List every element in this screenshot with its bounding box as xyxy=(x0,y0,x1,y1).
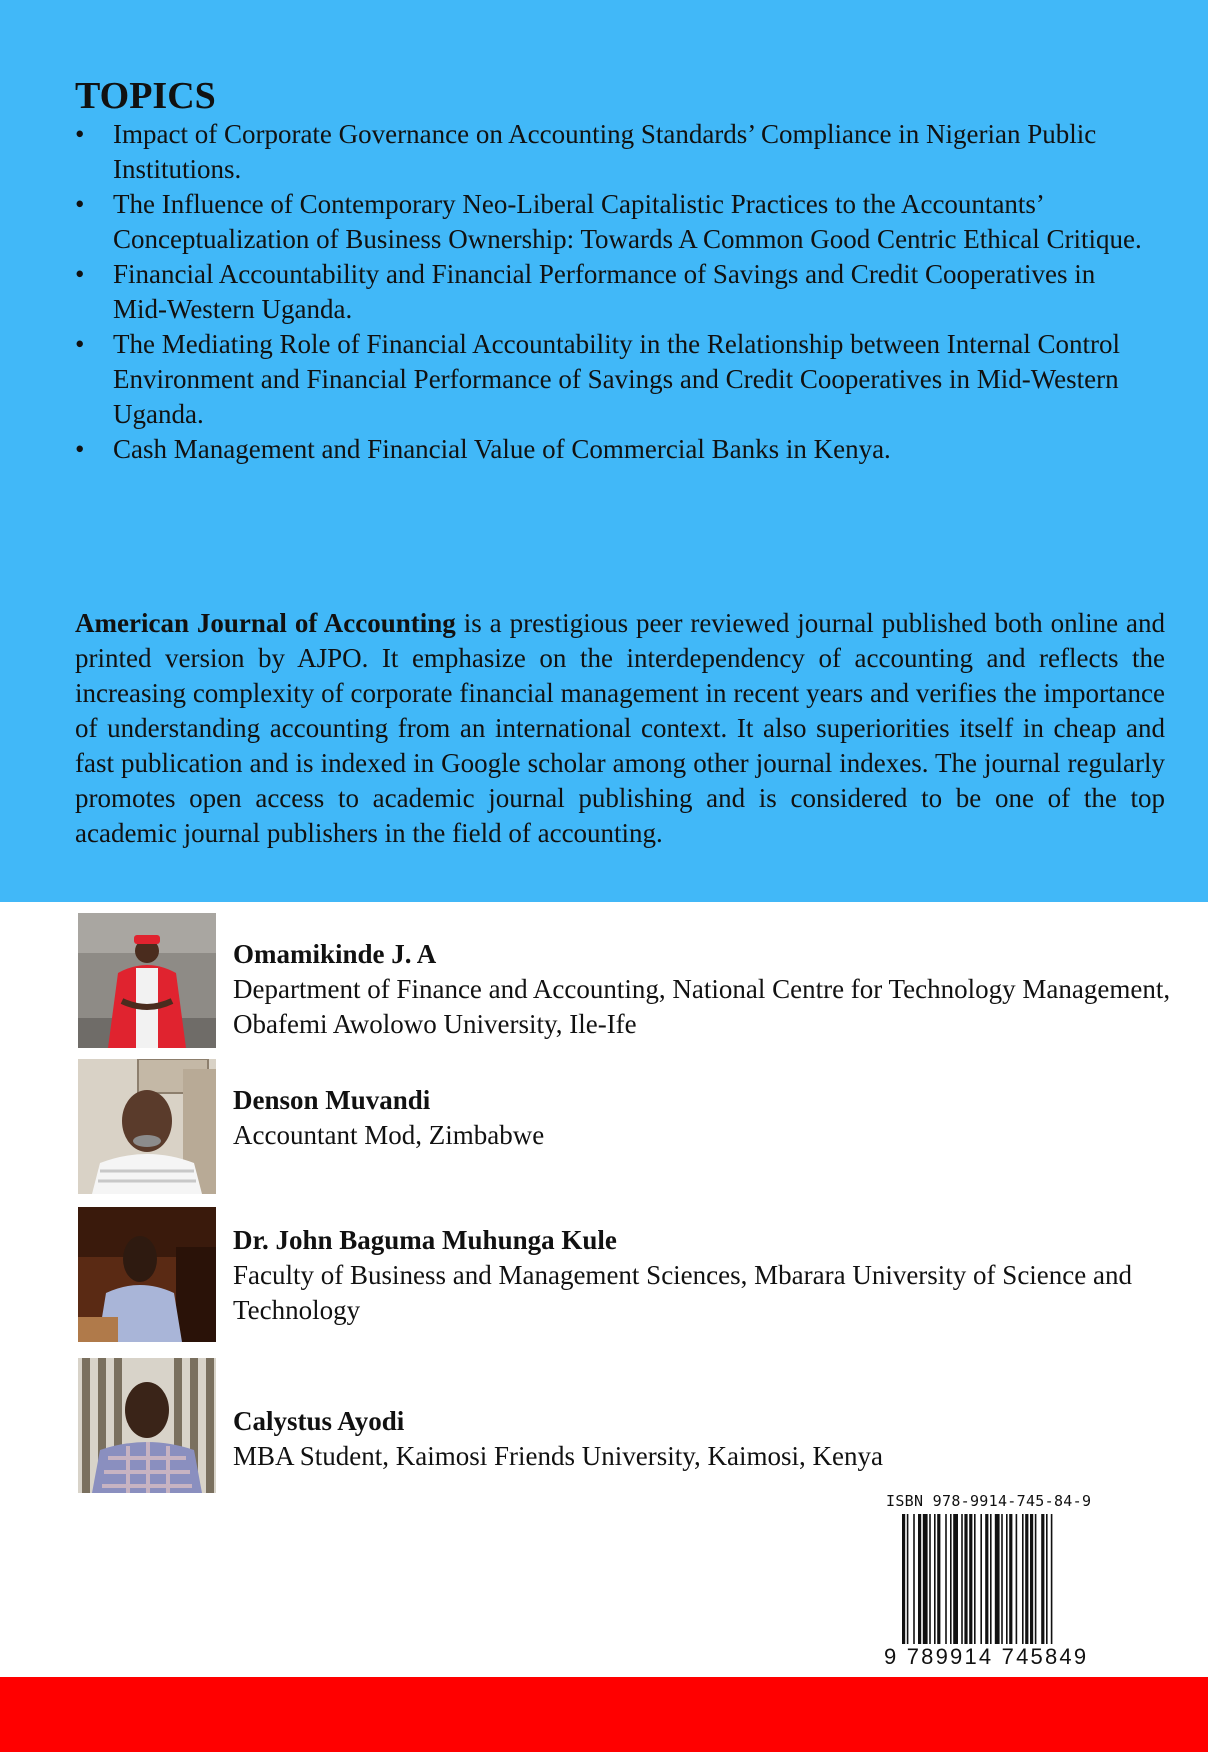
author-entry xyxy=(78,1059,1178,1194)
author-affiliation: Accountant Mod, Zimbabwe xyxy=(233,1120,545,1150)
topic-item xyxy=(75,187,1155,257)
bullet-icon: • xyxy=(75,259,85,289)
bullet-icon: • xyxy=(75,119,85,149)
author-affiliation: Department of Finance and Accounting, National Centre for Technology Management, Obafemi Awolowo University, Ile-Ife xyxy=(233,974,1171,1039)
author-details xyxy=(233,1404,1173,1474)
author-entry xyxy=(78,913,1178,1048)
author-photo xyxy=(78,1358,216,1493)
author-photo xyxy=(78,913,216,1048)
topic-text: The Influence of Contemporary Neo-Liberal Capitalistic Practices to the Accountants’ Conceptualization of Business Ownership: Towards A Common Good Centric Ethical Critique. xyxy=(113,189,1142,254)
author-name: Calystus Ayodi xyxy=(233,1406,405,1436)
topic-item xyxy=(75,432,1155,467)
author-entry xyxy=(78,1207,1178,1342)
author-photo xyxy=(78,1207,216,1342)
barcode-icon xyxy=(884,1514,1094,1664)
journal-description xyxy=(75,606,1165,851)
isbn-barcode xyxy=(884,1488,1094,1678)
bullet-icon: • xyxy=(75,434,85,464)
bullet-icon: • xyxy=(75,189,85,219)
author-name: Denson Muvandi xyxy=(233,1085,431,1115)
topic-text: Financial Accountability and Financial Performance of Savings and Credit Cooperatives in Mid-Western Uganda. xyxy=(113,259,1096,324)
isbn-label: ISBN 978-9914-745-84-9 xyxy=(886,1492,1092,1510)
topic-item xyxy=(75,117,1155,187)
barcode-digits: 9 789914 745849 xyxy=(884,1644,1089,1669)
author-details xyxy=(233,1223,1173,1328)
author-details xyxy=(233,1083,1173,1153)
author-details xyxy=(233,937,1173,1042)
topics-list xyxy=(75,117,1155,467)
journal-name: American Journal of Accounting xyxy=(75,608,456,638)
author-name: Omamikinde J. A xyxy=(233,939,437,969)
author-photo xyxy=(78,1059,216,1194)
topics-heading: TOPICS xyxy=(75,75,216,117)
topic-item xyxy=(75,257,1155,327)
topic-text: Impact of Corporate Governance on Accounting Standards’ Compliance in Nigerian Public Institutions. xyxy=(113,119,1097,184)
author-affiliation: MBA Student, Kaimosi Friends University, Kaimosi, Kenya xyxy=(233,1441,883,1471)
topic-text: Cash Management and Financial Value of Commercial Banks in Kenya. xyxy=(113,434,891,464)
topic-item xyxy=(75,327,1155,432)
author-affiliation: Faculty of Business and Management Sciences, Mbarara University of Science and Technology xyxy=(233,1260,1132,1325)
topic-text: The Mediating Role of Financial Accountability in the Relationship between Internal Control Environment and Financial Performance of Savings and Credit Cooperatives in Mid-Western Uganda. xyxy=(113,329,1121,429)
bullet-icon: • xyxy=(75,329,85,359)
author-entry xyxy=(78,1358,1178,1493)
bottom-band xyxy=(0,1677,1208,1752)
author-name: Dr. John Baguma Muhunga Kule xyxy=(233,1225,617,1255)
journal-description-text: is a prestigious peer reviewed journal published both online and printed version by AJPO. It emphasize on the interdependency of accounting and reflects the increasing complexity of corporate financial management in recent years and verifies the importance of understanding accounting from an international context. It also superiorities itself in cheap and fast publication and is indexed in Google scholar among other journal indexes. The journal regularly promotes open access to academic journal publishing and is considered to be one of the top academic journal publishers in the field of accounting. xyxy=(75,608,1165,848)
